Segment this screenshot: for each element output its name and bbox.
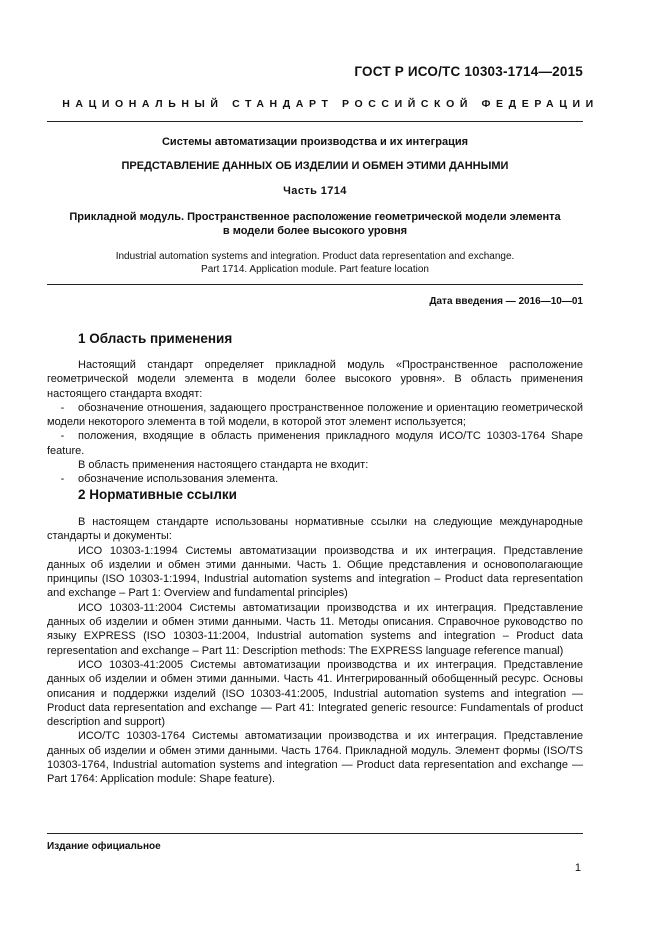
section-1-paragraph: В область применения настоящего стандарта не входит: [78, 459, 369, 472]
list-item [47, 429, 583, 458]
section-2-intro: В настоящем стандарте использованы нормативные ссылки на следующие международные стандарты и документы: [47, 516, 583, 543]
top-divider [47, 121, 583, 122]
dash-marker: - [60, 430, 65, 443]
reference-item: ИСО 10303-11:2004 Системы автоматизации производства и их интеграция. Представление данных об изделии и обмен этими данными. Часть 11. Методы описания. Справочное руководство по языку EXPRESS (ISO 10303-11:2004, Industrial automation systems and integration – Product data representation and exchange – Part 11: Description methods: The EXPRESS language reference manual) [47, 601, 583, 657]
list-item [47, 401, 583, 430]
section-2-body [47, 515, 583, 787]
edition-label: Издание официальное [47, 841, 161, 852]
section-1-paragraph: Настоящий стандарт определяет прикладной модуль «Пространственное расположение геометрической модели элемента в модели более высокого уровня». В область применения настоящего стандарта входят: [47, 359, 583, 400]
standard-code: ГОСТ Р ИСО/ТС 10303-1714—2015 [354, 64, 583, 79]
effective-date: Дата введения — 2016—10—01 [429, 296, 583, 307]
reference-item: ИСО 10303-1:1994 Системы автоматизации производства и их интеграция. Представление данных об изделии и обмен этими данными. Часть 1. Общие представления и основополагающие принципы (ISO 10303-1:1994, Industrial automation systems and integration – Product data representation and exchange – Part 1: Overview and fundamental principles) [47, 544, 583, 600]
title-divider [47, 284, 583, 285]
list-item-text: положения, входящие в область применения прикладного модуля ИСО/ТС 10303-1764 Shape feature. [47, 430, 583, 457]
dash-marker: - [60, 473, 65, 486]
subtitle-line-1: Прикладной модуль. Пространственное расположение геометрической модели элемента [69, 211, 561, 223]
english-title-line-2: Part 1714. Application module. Part feature location [201, 264, 429, 275]
list-item [47, 472, 583, 486]
section-1-heading: 1 Область применения [78, 331, 233, 346]
reference-item: ИСО 10303-41:2005 Системы автоматизации производства и их интеграция. Представление данных об изделии и обмен этими данными. Часть 41. Интегрированный обобщенный ресурс. Основы описания и поддержки изделий (ISO 10303-41:2005, Industrial automation systems and integration — Product data representation and exchange — Part 41: Integrated generic resource: Fundamentals of product description and support) [47, 658, 583, 729]
subtitle-line-2: в модели более высокого уровня [222, 225, 408, 237]
list-item-text: обозначение использования элемента. [78, 473, 279, 486]
section-1-body [47, 358, 583, 487]
reference-item: ИСО/ТС 10303-1764 Системы автоматизации производства и их интеграция. Представление данных об изделии и обмен этими данными. Часть 1764. Прикладной модуль. Элемент формы (ISO/TS 10303-1764, Industrial automation systems and integration — Product data representation and exchange — Part 1764: Application module: Shape feature). [47, 730, 583, 786]
section-2-heading: 2 Нормативные ссылки [78, 487, 237, 502]
list-item-text: обозначение отношения, задающего пространственное положение и ориентацию геометрической модели некоторого элемента в той модели, в которой этот элемент используется; [47, 401, 583, 429]
dash-marker: - [60, 401, 65, 414]
subtitle [47, 210, 583, 238]
english-title [47, 250, 583, 276]
series-title: Системы автоматизации производства и их интеграция [161, 136, 469, 148]
page-number: 1 [574, 862, 581, 874]
national-standard-banner: НАЦИОНАЛЬНЫЙ СТАНДАРТ РОССИЙСКОЙ ФЕДЕРАЦИИ [62, 98, 599, 110]
part-number: Часть 1714 [283, 185, 347, 197]
footer-divider [47, 833, 583, 834]
english-title-line-1: Industrial automation systems and integration. Product data representation and exchange. [115, 251, 515, 262]
document-title: ПРЕДСТАВЛЕНИЕ ДАННЫХ ОБ ИЗДЕЛИИ И ОБМЕН ЭТИМИ ДАННЫМИ [121, 160, 509, 172]
